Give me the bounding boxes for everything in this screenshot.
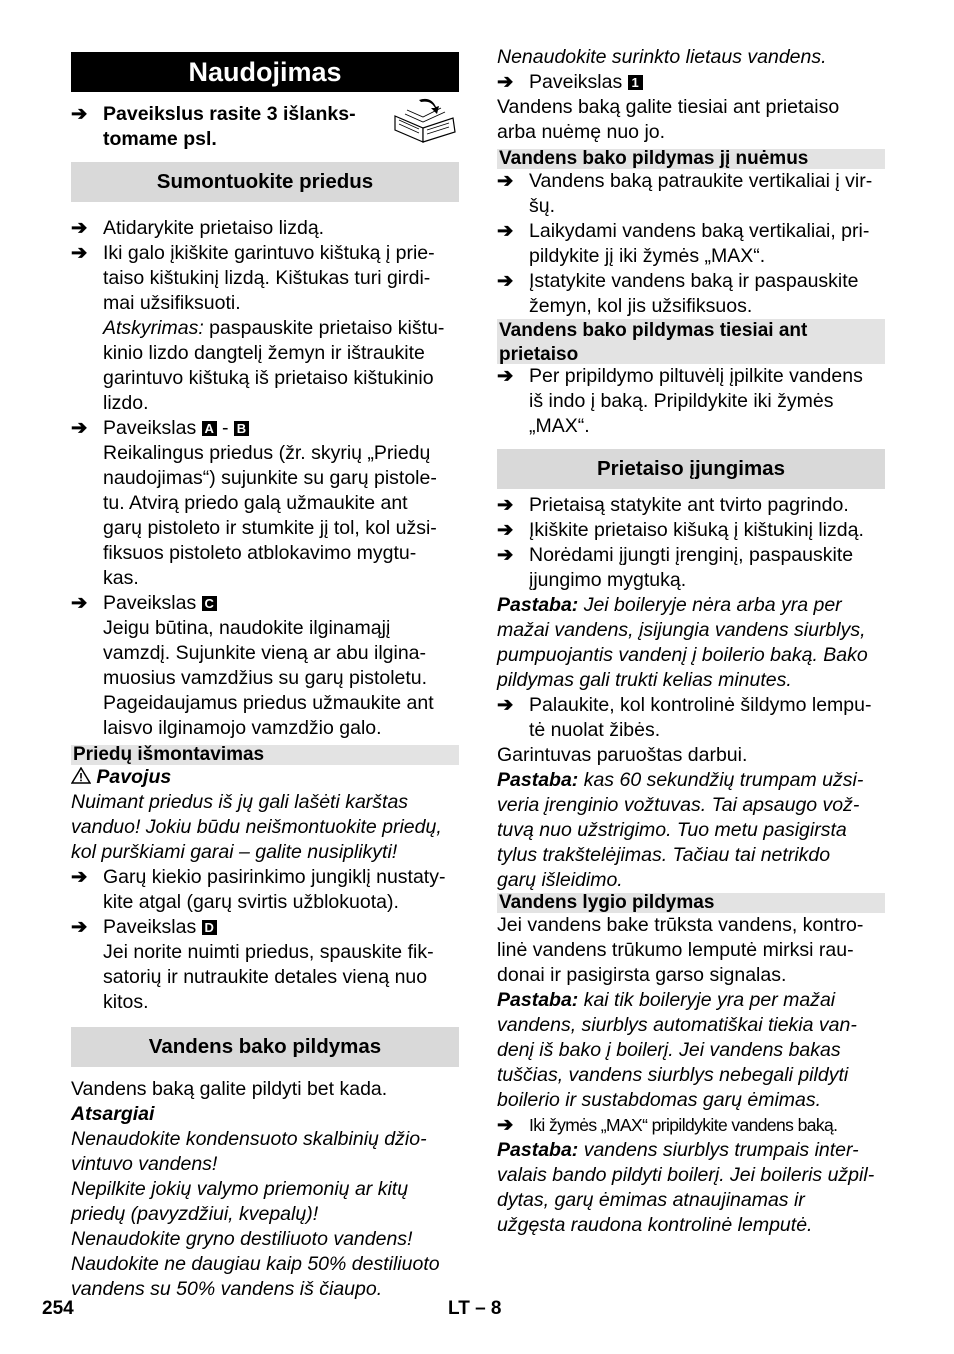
step-plug-in	[497, 518, 885, 543]
danger-title	[71, 765, 459, 790]
note-text-line: tuvą nuo užstrigimo. Tuo metu pasigirsta	[497, 819, 847, 841]
paragraph-line: Vandens baką galite tiesiai ant prietaiso	[497, 96, 840, 118]
detach-text-line: garintuvo kištuką iš prietaiso kištukinio	[103, 367, 434, 389]
step-text-line: taiso kištukinį lizdą. Kištukas turi girdi-	[103, 267, 431, 289]
caution-text-line: vintuvo vandens!	[71, 1153, 218, 1175]
note-label: Pastaba:	[497, 594, 579, 616]
arrow-icon: ➔	[497, 494, 514, 516]
paragraph: Garintuvas paruoštas darbui.	[497, 744, 748, 766]
section-heading-direct-fill	[497, 319, 885, 364]
figure-label: Paveikslas	[103, 417, 197, 439]
step-open-socket	[71, 216, 459, 241]
note-label: Pastaba:	[497, 1139, 579, 1161]
arrow-icon: ➔	[71, 592, 88, 614]
arrow-icon: ➔	[497, 270, 514, 292]
caution-text-line: Nenaudokite surinkto lietaus vandens.	[497, 46, 827, 68]
step-text: Atidarykite prietaiso lizdą.	[103, 217, 325, 239]
section-heading-power-on: Prietaiso įjungimas	[497, 449, 885, 489]
figure-ref	[103, 915, 459, 940]
caution-text-line: Nepilkite jokių valymo priemonių ar kitų	[71, 1178, 409, 1200]
figure-sep: -	[216, 417, 234, 439]
figure-label: Paveikslas	[103, 592, 197, 614]
paragraph-line: linė vandens trūkumo lemputė mirksi rau-	[497, 939, 854, 961]
detach-label: Atskyrimas:	[103, 317, 204, 339]
step-text: Iki žymės „MAX“ pripildykite vandens baką.	[529, 1115, 838, 1135]
step-text-line: fiksuos pistoleto atblokavimo mygtu-	[103, 542, 417, 564]
step-figure-1	[497, 70, 885, 95]
caution-text-line: Nenaudokite gryno destiliuoto vandens!	[71, 1228, 413, 1250]
note-paragraph	[497, 768, 885, 793]
paragraph-line: Jei vandens bake trūksta vandens, kontro-	[497, 914, 864, 936]
caution-text-line: Nenaudokite kondensuoto skalbinių džio-	[71, 1128, 427, 1150]
step-text-line: Įstatykite vandens baką ir paspauskite	[529, 270, 859, 292]
figure-ref	[529, 70, 885, 95]
step-text-line: Reikalingus priedus (žr. skyrių „Priedų	[103, 442, 431, 464]
note-text: kas 60 sekundžių trumpam užsi-	[578, 769, 864, 791]
note-label: Pastaba:	[497, 989, 579, 1011]
arrow-icon: ➔	[497, 170, 514, 192]
figure-ref	[103, 591, 459, 616]
step-text-line: kitos.	[103, 991, 149, 1013]
page-number: 254	[42, 1298, 74, 1319]
step-text-line: laisvo ilginamojo vamzdžio galo.	[103, 717, 382, 739]
note-text-line: tylus trakštelėjimas. Tačiau tai netrikdo	[497, 844, 831, 866]
danger-text-line: vanduo! Jokiu būdu neišmontuokite priedų,	[71, 816, 442, 838]
step-text-line: Vandens baką patraukite vertikaliai į vir-	[529, 170, 873, 192]
arrow-icon: ➔	[497, 220, 514, 242]
step-reset-switch	[71, 865, 459, 915]
caution-label: Atsargiai	[71, 1103, 155, 1125]
step-text-line: „MAX“.	[529, 415, 590, 437]
heading-line: Vandens bako pildymas tiesiai ant	[499, 320, 808, 341]
note-text-line: pumpuojantis vandenį į boilerio baką. Bako	[497, 644, 868, 666]
detach-text-line: kinio lizdo dangtelį žemyn ir ištraukite	[103, 342, 425, 364]
step-text-line: Per pripildymo piltuvėlį įpilkite vandens	[529, 365, 863, 387]
step-text-line: žemyn, kol jis užsifiksuos.	[529, 295, 753, 317]
step-text: Įkiškite prietaiso kišuką į kištukinį lizdą.	[529, 519, 864, 541]
step-figure-c	[71, 591, 459, 741]
note-paragraph	[497, 1138, 885, 1163]
step-stable-surface	[497, 493, 885, 518]
note-text: Jei boileryje nėra arba yra per	[578, 594, 842, 616]
note-text-line: tuščias, vandens siurblys nebegali pildyti	[497, 1064, 849, 1086]
note-label: Pastaba:	[497, 769, 579, 791]
arrow-icon: ➔	[71, 916, 88, 938]
step-text-line: naudojimas“) sujunkite su garų pistole-	[103, 467, 437, 489]
section-heading-attach: Sumontuokite priedus	[71, 162, 459, 202]
arrow-icon: ➔	[497, 694, 514, 716]
danger-label: Pavojus	[96, 766, 172, 788]
arrow-icon: ➔	[497, 544, 514, 566]
step-text-line: satorių ir nutraukite detales vieną nuo	[103, 966, 428, 988]
step-text-line: kite atgal (garų svirtis užblokuota).	[103, 891, 399, 913]
detach-text-line: lizdo.	[103, 392, 149, 414]
arrow-icon: ➔	[71, 103, 88, 125]
step-funnel-fill	[497, 364, 885, 439]
step-press-power	[497, 543, 885, 593]
note-text-line: denį iš bako į boilerį. Jei vandens bakas	[497, 1039, 841, 1061]
note-text-line: mažai vandens, įsijungia vandens siurblys,	[497, 619, 866, 641]
step-text-line: mai užsifiksuoti.	[103, 292, 241, 314]
section-heading-water-level: Vandens lygio pildymas	[497, 893, 885, 913]
section-heading-removed-fill: Vandens bako pildymas jį nuėmus	[497, 149, 885, 169]
step-text-line: Norėdami įjungti įrenginį, paspauskite	[529, 544, 854, 566]
step-text-line: Garų kiekio pasirinkimo jungiklį nustaty-	[103, 866, 446, 888]
intro-note-l2: tomame psl.	[103, 128, 217, 150]
figure-badge-a: A	[202, 421, 217, 436]
caution-text-line: Naudokite ne daugiau kaip 50% destiliuoto	[71, 1253, 440, 1275]
step-text-line: iš indo į baką. Pripildykite iki žymės	[529, 390, 834, 412]
step-text-line: Pageidaujamus priedus užmaukite ant	[103, 692, 434, 714]
paragraph-line: arba nuėmę nuo jo.	[497, 121, 666, 143]
right-column	[497, 45, 885, 1238]
step-text-line: Jeigu būtina, naudokite ilginamąjį	[103, 617, 391, 639]
page-title: Naudojimas	[71, 52, 459, 92]
section-heading-tank: Vandens bako pildymas	[71, 1027, 459, 1067]
figure-badge-1: 1	[628, 75, 643, 90]
figure-badge-b: B	[234, 421, 249, 436]
step-text-line: Jei norite nuimti priedus, spauskite fik-	[103, 941, 434, 963]
danger-text-line: Nuimant priedus iš jų gali lašėti karštas	[71, 791, 409, 813]
note-text-line: vandens, siurblys automatiškai tiekia van-	[497, 1014, 857, 1036]
note-text-line: valais bando pildyti boilerį. Jei boileris užpil-	[497, 1164, 875, 1186]
step-pull-tank	[497, 169, 885, 219]
step-fill-to-max	[497, 1113, 885, 1138]
arrow-icon: ➔	[71, 242, 88, 264]
arrow-icon: ➔	[71, 417, 88, 439]
note-paragraph	[497, 988, 885, 1013]
step-text-line: Iki galo įkiškite garintuvo kištuką į prie-	[103, 242, 435, 264]
paragraph-line: donai ir pasigirsta garso signalas.	[497, 964, 787, 986]
arrow-icon: ➔	[497, 1114, 514, 1136]
step-text-line: Palaukite, kol kontrolinė šildymo lempu-	[529, 694, 872, 716]
arrow-icon: ➔	[71, 866, 88, 888]
caution-text-line: vandens su 50% vandens iš čiaupo.	[71, 1278, 383, 1300]
step-insert-plug	[71, 241, 459, 416]
note-text: kai tik boileryje yra per mažai	[578, 989, 836, 1011]
section-heading-detach: Priedų išmontavimas	[71, 745, 459, 765]
intro-note	[71, 102, 459, 152]
intro-note-l1: Paveikslus rasite 3 išlanks-	[103, 103, 356, 125]
left-column	[71, 52, 459, 1302]
heading-line: prietaiso	[499, 344, 579, 365]
step-wait-lamp	[497, 693, 885, 743]
note-text-line: pildymas gali trukti kelias minutes.	[497, 669, 792, 691]
step-text-line: muosius vamzdžius su garų pistoletu.	[103, 667, 428, 689]
note-text-line: veria įrenginio vožtuvas. Tai apsaugo vož-	[497, 794, 860, 816]
note-text-line: užgęsta raudona kontrolinė lemputė.	[497, 1214, 813, 1236]
step-text-line: įjungimo mygtuką.	[529, 569, 687, 591]
step-text-line: šų.	[529, 195, 556, 217]
arrow-icon: ➔	[497, 71, 514, 93]
note-paragraph	[497, 593, 885, 618]
note-text-line: dytas, garų ėmimas atnaujinamas ir	[497, 1189, 805, 1211]
step-text-line: pildykite jį iki žymės „MAX“.	[529, 245, 766, 267]
step-text-line: vamzdį. Sujunkite vieną ar abu ilgina-	[103, 642, 427, 664]
step-insert-tank	[497, 269, 885, 319]
note-text: vandens siurblys trumpais inter-	[578, 1139, 859, 1161]
detach-text: paspauskite prietaiso kištu-	[203, 317, 445, 339]
step-text-line: tė nuolat žibės.	[529, 719, 661, 741]
note-text-line: garų išleidimo.	[497, 869, 623, 891]
step-text-line: Laikydami vandens baką vertikaliai, pri-	[529, 220, 870, 242]
step-figure-a-b	[71, 416, 459, 591]
arrow-icon: ➔	[71, 217, 88, 239]
step-text-line: kas.	[103, 567, 139, 589]
figure-label: Paveikslas	[529, 71, 623, 93]
language-page-label: LT – 8	[448, 1298, 502, 1319]
step-figure-d	[71, 915, 459, 1015]
detach-paragraph	[103, 316, 459, 341]
figure-label: Paveikslas	[103, 916, 197, 938]
step-text-line: garų pistoleto ir stumkite jį tol, kol užsi-	[103, 517, 437, 539]
step-text: Prietaisą statykite ant tvirto pagrindo.	[529, 494, 849, 516]
figure-badge-d: D	[202, 920, 217, 935]
arrow-icon: ➔	[497, 365, 514, 387]
figure-badge-c: C	[202, 596, 217, 611]
note-text-line: boilerio ir sustabdomas garų ėmimas.	[497, 1089, 822, 1111]
danger-text-line: kol purškiami garai – galite nusiplikyti!	[71, 841, 398, 863]
warning-triangle-icon	[71, 767, 91, 784]
step-text-line: tu. Atvirą priedo galą užmaukite ant	[103, 492, 408, 514]
figure-ref	[103, 416, 459, 441]
open-book-icon	[391, 98, 459, 144]
step-fill-max	[497, 219, 885, 269]
arrow-icon: ➔	[497, 519, 514, 541]
paragraph: Vandens baką galite pildyti bet kada.	[71, 1078, 388, 1100]
caution-text-line: priedų (pavyzdžiui, kvepalų)!	[71, 1203, 319, 1225]
